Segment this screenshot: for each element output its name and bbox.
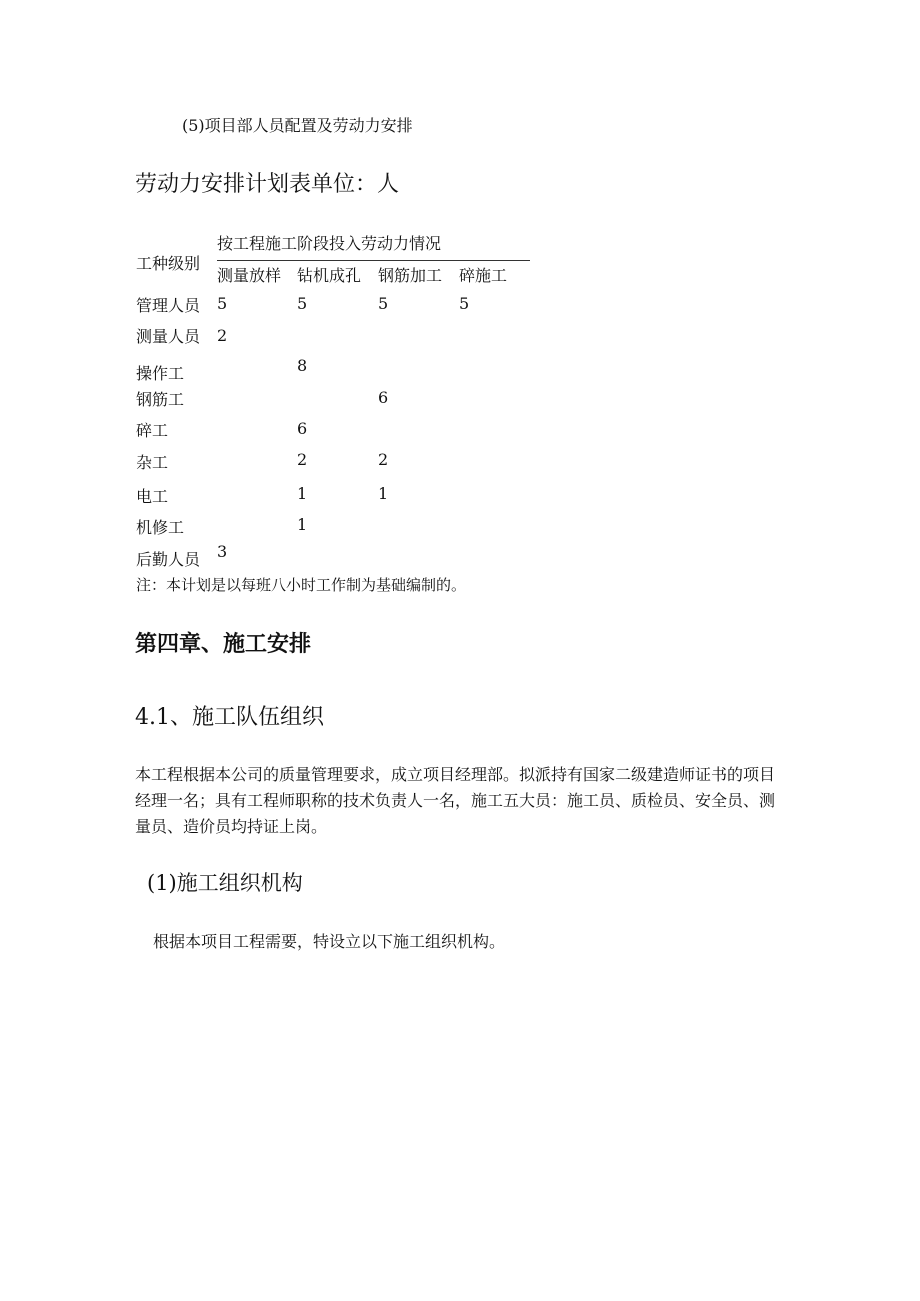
- subsubsection-title: (1)施工组织机构: [147, 871, 303, 895]
- table-title: 劳动力安排计划表单位：人: [135, 172, 400, 197]
- column-header: 钢筋加工: [378, 266, 443, 285]
- table-cell: 5: [378, 294, 389, 313]
- column-header: 碎施工: [459, 266, 508, 285]
- row-label: 碎工: [136, 421, 169, 440]
- table-cell: 6: [297, 419, 308, 438]
- row-label: 后勤人员: [136, 550, 201, 569]
- row-label: 测量人员: [136, 327, 201, 346]
- subsection-title: 4.1、施工队伍组织: [135, 705, 324, 730]
- group-header-rule: [217, 260, 530, 261]
- section-subheading: (5)项目部人员配置及劳动力安排: [182, 116, 413, 135]
- row-label: 操作工: [136, 364, 185, 383]
- body-paragraph-2: 根据本项目工程需要，特设立以下施工组织机构。: [153, 932, 506, 951]
- table-note: 注：本计划是以每班八小时工作制为基础编制的。: [136, 576, 467, 594]
- table-cell: 5: [459, 294, 470, 313]
- column-header: 测量放样: [217, 266, 282, 285]
- table-cell: 1: [297, 484, 308, 503]
- table-cell: 5: [217, 294, 228, 313]
- row-label: 钢筋工: [136, 390, 185, 409]
- group-header: 按工程施工阶段投入劳动力情况: [217, 234, 442, 253]
- row-label: 机修工: [136, 518, 185, 537]
- table-cell: 2: [297, 450, 308, 469]
- row-label: 管理人员: [136, 296, 201, 315]
- table-cell: 1: [378, 484, 389, 503]
- row-label: 杂工: [136, 453, 169, 472]
- table-cell: 5: [297, 294, 308, 313]
- table-cell: 3: [217, 542, 228, 561]
- table-cell: 2: [378, 450, 389, 469]
- column-header: 钻机成孔: [297, 266, 362, 285]
- table-cell: 6: [378, 388, 389, 407]
- chapter-title: 第四章、施工安排: [135, 631, 312, 657]
- table-cell: 8: [297, 356, 308, 375]
- body-paragraph: 本工程根据本公司的质量管理要求，成立项目经理部。拟派持有国家二级建造师证书的项目经理一名；具有工程师职称的技术负责人一名，施工五大员：施工员、质检员、安全员、测量员、造价员均持证上岗。: [135, 765, 776, 836]
- table-cell: 1: [297, 515, 308, 534]
- row-header-label: 工种级别: [136, 254, 201, 273]
- row-label: 电工: [136, 487, 169, 506]
- table-cell: 2: [217, 326, 228, 345]
